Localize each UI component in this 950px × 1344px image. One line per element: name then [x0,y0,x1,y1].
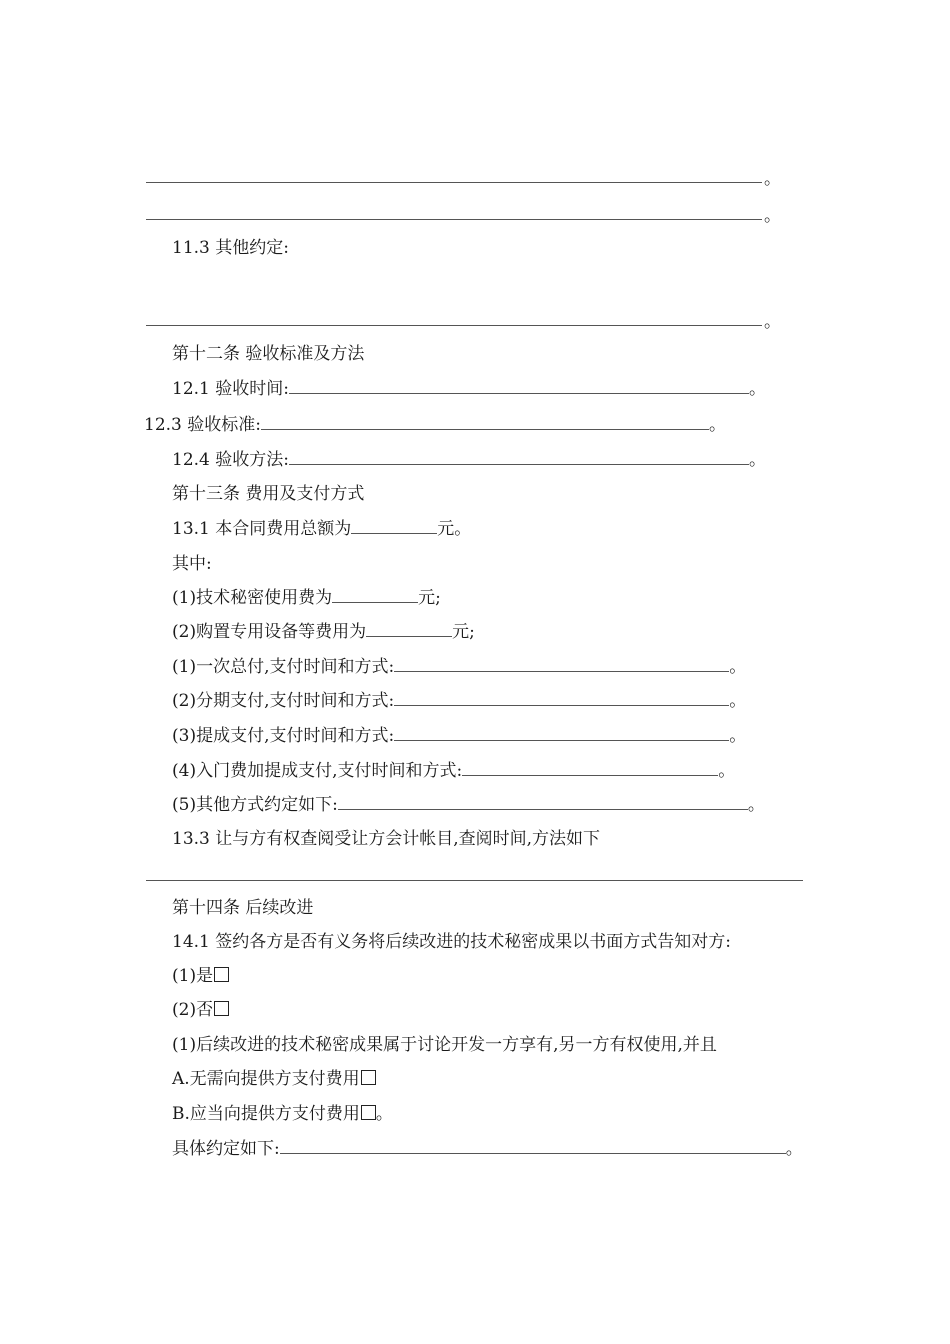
fee-item-1 [172,587,441,609]
article-13-heading [172,483,364,505]
clause-12-1 [172,378,766,400]
qizhong-line [172,553,212,575]
period-mark: 。 [748,450,766,470]
acceptance-time-field[interactable] [289,378,749,394]
checkbox-option-b[interactable] [361,1105,376,1120]
period-mark: 。 [747,795,765,815]
option-b [172,1103,393,1125]
period-mark: 。 [708,415,726,435]
payment-option-1 [172,656,746,678]
article-14-title: 第十四条 后续改进 [172,898,314,918]
acceptance-method-field[interactable] [289,449,749,465]
fee-item-1-label: (1)技术秘密使用费为 [172,588,333,608]
payment-option-1-label: (1)一次总付,支付时间和方式: [172,657,395,677]
article-14-heading [172,897,313,919]
option-a [172,1068,376,1090]
period-mark: 。 [375,1104,393,1124]
payment-option-3 [172,725,746,747]
total-fee-field[interactable] [351,518,437,534]
detail-agreement-label: 具体约定如下: [172,1139,280,1159]
period-mark: 。 [764,206,781,226]
option-no [172,999,229,1021]
acceptance-standard-field[interactable] [261,414,709,430]
audit-method-field[interactable] [146,880,803,881]
checkbox-no[interactable] [214,1001,229,1016]
lump-sum-field[interactable] [394,656,729,672]
article-12-title: 第十二条 验收标准及方法 [172,344,365,364]
article-13-title: 第十三条 费用及支付方式 [172,484,365,504]
clause-14-1 [172,931,731,953]
improvement-ownership [172,1034,717,1056]
qizhong-label: 其中: [172,554,212,574]
fee-item-1-unit: 元; [418,588,441,608]
blank-line-1[interactable] [146,182,762,183]
clause-14-1-label: 14.1 签约各方是否有义务将后续改进的技术秘密成果以书面方式告知对方: [172,932,731,952]
article-12-heading [172,343,364,365]
equipment-fee-field[interactable] [366,621,452,637]
clause-13-1-unit: 元。 [437,519,472,539]
clause-12-4-label: 12.4 验收方法: [172,450,289,470]
royalty-field[interactable] [394,725,729,741]
clause-11-3-label: 11.3 其他约定: [172,238,289,258]
checkbox-yes[interactable] [214,967,229,982]
clause-12-4 [172,449,766,471]
period-mark: 。 [764,169,781,189]
payment-option-5-label: (5)其他方式约定如下: [172,795,338,815]
detail-agreement-field[interactable] [280,1138,786,1154]
option-b-label: B.应当向提供方支付费用 [172,1104,360,1124]
installment-field[interactable] [394,690,729,706]
fee-item-2-unit: 元; [452,622,475,642]
option-a-label: A.无需向提供方支付费用 [172,1069,360,1089]
payment-option-4-label: (4)入门费加提成支付,支付时间和方式: [172,761,463,781]
clause-13-1-label: 13.1 本合同费用总额为 [172,519,352,539]
option-yes-label: (1)是 [172,966,214,986]
period-mark: 。 [785,1139,803,1159]
clause-12-3 [144,414,726,436]
payment-option-5 [172,794,765,816]
option-no-label: (2)否 [172,1000,214,1020]
detail-agreement [172,1138,803,1160]
period-mark: 。 [764,312,781,332]
improvement-ownership-text: (1)后续改进的技术秘密成果属于讨论开发一方享有,另一方有权使用,并且 [172,1035,717,1055]
clause-13-1 [172,518,471,540]
payment-option-4 [172,760,735,782]
option-yes [172,965,229,987]
period-mark: 。 [729,691,747,711]
payment-option-2 [172,690,746,712]
period-mark: 。 [729,657,747,677]
fee-item-2 [172,621,475,643]
license-fee-field[interactable] [332,587,418,603]
period-mark: 。 [718,761,736,781]
payment-option-3-label: (3)提成支付,支付时间和方式: [172,726,395,746]
blank-line-2[interactable] [146,219,762,220]
clause-12-3-label: 12.3 验收标准: [144,415,261,435]
fee-item-2-label: (2)购置专用设备等费用为 [172,622,367,642]
period-mark: 。 [729,726,747,746]
clause-12-1-label: 12.1 验收时间: [172,379,289,399]
clause-13-3-label: 13.3 让与方有权查阅受让方会计帐目,查阅时间,方法如下 [172,829,601,849]
clause-11-3 [172,237,289,259]
checkbox-option-a[interactable] [361,1070,376,1085]
other-payment-field[interactable] [338,794,748,810]
entry-fee-royalty-field[interactable] [462,760,718,776]
period-mark: 。 [748,379,766,399]
clause-13-3 [172,828,600,850]
blank-line-3[interactable] [146,325,762,326]
payment-option-2-label: (2)分期支付,支付时间和方式: [172,691,395,711]
